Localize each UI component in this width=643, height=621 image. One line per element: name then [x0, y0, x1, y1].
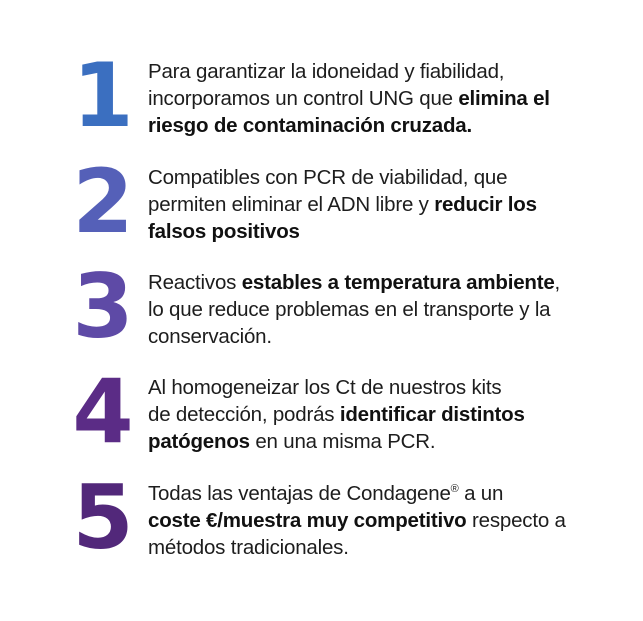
benefit-text-run: en una misma PCR. — [249, 430, 436, 453]
benefit-text-line — [148, 323, 588, 350]
benefit-text — [148, 269, 588, 350]
benefit-text-bold: coste €/muestra muy competitivo — [148, 509, 467, 532]
benefit-text-bold: patógenos — [148, 430, 250, 453]
benefit-text-run: incorporamos un control UNG que — [148, 87, 459, 110]
benefit-text-line — [148, 507, 588, 534]
benefit-text-bold: identificar distintos — [339, 403, 525, 426]
benefit-text-line — [148, 534, 588, 561]
benefit-text-line — [148, 218, 588, 245]
benefit-text-run: Al homogeneizar los Ct de nuestros kits — [148, 376, 502, 399]
benefit-text-line — [148, 374, 588, 401]
benefit-text-run: lo que reduce problemas en el transporte y la — [148, 298, 551, 321]
benefit-number: 5 — [72, 466, 130, 569]
benefit-text-run: Compatibles con PCR de viabilidad, que — [148, 166, 508, 189]
benefit-text-line — [148, 296, 588, 323]
benefit-text-line — [148, 191, 588, 218]
benefit-number: 2 — [72, 150, 130, 253]
benefit-text-line — [148, 480, 588, 507]
benefit-text-bold: estables a temperatura ambiente — [241, 271, 555, 294]
benefit-text — [148, 58, 588, 139]
benefit-text-line — [148, 269, 588, 296]
benefit-number: 1 — [72, 44, 130, 147]
benefit-text — [148, 164, 588, 245]
benefit-item-2 — [0, 150, 643, 263]
benefit-text-line — [148, 85, 588, 112]
benefit-item-5 — [0, 466, 643, 579]
benefit-text-line — [148, 428, 588, 455]
benefit-text-run: Reactivos — [148, 271, 242, 294]
benefit-text-line — [148, 112, 588, 139]
benefit-item-4 — [0, 360, 643, 473]
benefit-text-run: de detección, podrás — [148, 403, 340, 426]
benefit-item-1 — [0, 44, 643, 157]
benefit-text-bold: falsos positivos — [148, 220, 300, 243]
benefit-number: 4 — [72, 360, 130, 463]
benefit-text-run: a un — [458, 482, 504, 505]
benefit-text-run: , — [554, 271, 561, 294]
benefit-text-run: métodos tradicionales. — [148, 536, 349, 559]
registered-mark: ® — [450, 483, 459, 495]
benefit-text-run: permiten eliminar el ADN libre y — [148, 193, 435, 216]
benefit-text-bold: reducir los — [434, 193, 537, 216]
benefit-item-3 — [0, 255, 643, 368]
benefit-text-run: Para garantizar la idoneidad y fiabilidad, — [148, 60, 505, 83]
benefit-text-line — [148, 58, 588, 85]
benefit-text — [148, 374, 588, 455]
benefit-text-run: Todas las ventajas de Condagene — [148, 482, 451, 505]
benefit-text-run: conservación. — [148, 325, 272, 348]
benefit-number: 3 — [72, 255, 130, 358]
benefit-text-line — [148, 164, 588, 191]
benefit-text-line — [148, 401, 588, 428]
benefit-text-bold: riesgo de contaminación cruzada. — [148, 114, 472, 137]
benefit-text — [148, 480, 588, 561]
benefit-text-bold: elimina el — [458, 87, 550, 110]
benefit-text-run: respecto a — [466, 509, 566, 532]
